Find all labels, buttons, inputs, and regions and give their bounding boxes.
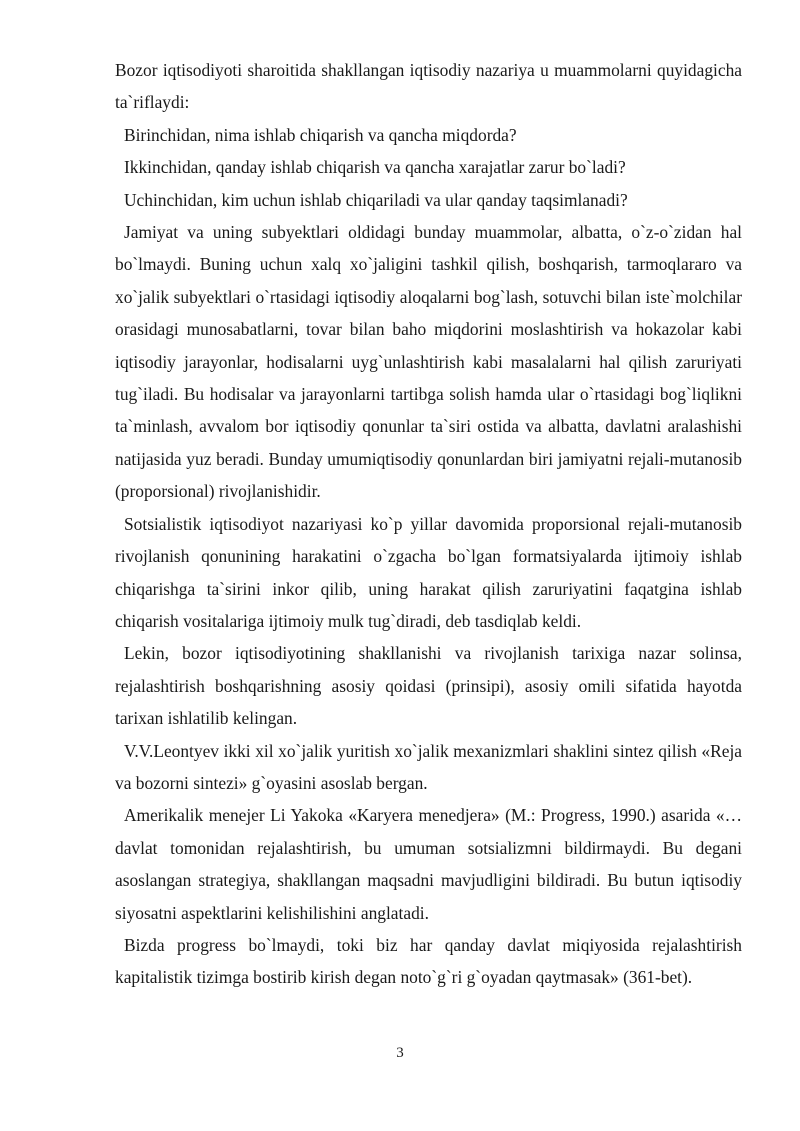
- paragraph-1: Bozor iqtisodiyoti sharoitida shakllangan iqtisodiy nazariya u muammolarni quyidagicha ta`riflaydi:: [115, 60, 742, 113]
- page-number: 3: [396, 1045, 404, 1061]
- document-body: [115, 54, 742, 994]
- paragraph-4: Uchinchidan, kim uchun ishlab chiqariladi va ular qanday taqsimlanadi?: [124, 189, 628, 210]
- paragraph-7: Lekin, bozor iqtisodiyotining shakllanishi va rivojlanish tarixiga nazar solinsa, rejalashtirish boshqarishning asosiy qoidasi (prinsipi), asosiy omili sifatida hayotda tarixan ishlatilib kelingan.: [115, 643, 742, 729]
- paragraph-6: Sotsialistik iqtisodiyot nazariyasi ko`p yillar davomida proporsional rejali-mutanosib rivojlanish qonunining harakatini o`zgacha bo`lgan formatsiyalarda ijtimoiy ishlab chiqarishga ta`sirini inkor qilib, uning harakat qilish zaruriyatini faqatgina ishlab chiqarish vositalariga ijtimoiy mulk tug`diradi, deb tasdiqlab keldi.: [115, 513, 742, 631]
- paragraph-3: Ikkinchidan, qanday ishlab chiqarish va qancha xarajatlar zarur bo`ladi?: [124, 157, 626, 178]
- paragraph-8: V.V.Leontyev ikki xil xo`jalik yuritish xo`jalik mexanizmlari shaklini sintez qilish «Reja va bozorni sintezi» g`oyasini asoslab bergan.: [115, 740, 742, 793]
- paragraph-10: Bizda progress bo`lmaydi, toki biz har qanday davlat miqiyosida rejalashtirish kapitalistik tizimga bostirib kirish degan noto`g`ri g`oyadan qaytmasak» (361-bet).: [115, 934, 742, 988]
- paragraph-2: Birinchidan, nima ishlab chiqarish va qancha miqdorda?: [124, 124, 517, 145]
- paragraph-9: Amerikalik menejer Li Yakoka «Karyera menedjera» (M.: Progress, 1990.) asarida «… davlat tomonidan rejalashtirish, bu umuman sotsializmni bildirmaydi. Bu degani asoslangan strategiya, shakllangan maqsadni mavjudligini bildiradi. Bu butun iqtisodiy siyosatni aspektlarini kelishilishini anglatadi.: [115, 805, 742, 923]
- paragraph-5: Jamiyat va uning subyektlari oldidagi bunday muammolar, albatta, o`z-o`zidan hal bo`lmaydi. Buning uchun xalq xo`jaligini tashkil qilish, boshqarish, tarmoqlararo va xo`jalik subyektlari o`rtasidagi iqtisodiy aloqalarni bog`lash, sotuvchi bilan iste`molchilar orasidagi munosabatlarni, tovar bilan baho miqdorini moslashtirish va hokazolar kabi iqtisodiy jarayonlar, hodisalarni uyg`unlashtirish kabi masalalarni hal qilish zaruriyati tug`iladi. Bu hodisalar va jarayonlarni tartibga solish hamda ular o`rtasidagi bog`liqlikni ta`minlash, avvalom bor iqtisodiy qonunlar ta`siri ostida va albatta, davlatni aralashishi natijasida yuz beradi. Bunday umumiqtisodiy qonunlardan biri jamiyatni rejali-mutanosib (proporsional) rivojlanishidir.: [115, 222, 742, 502]
